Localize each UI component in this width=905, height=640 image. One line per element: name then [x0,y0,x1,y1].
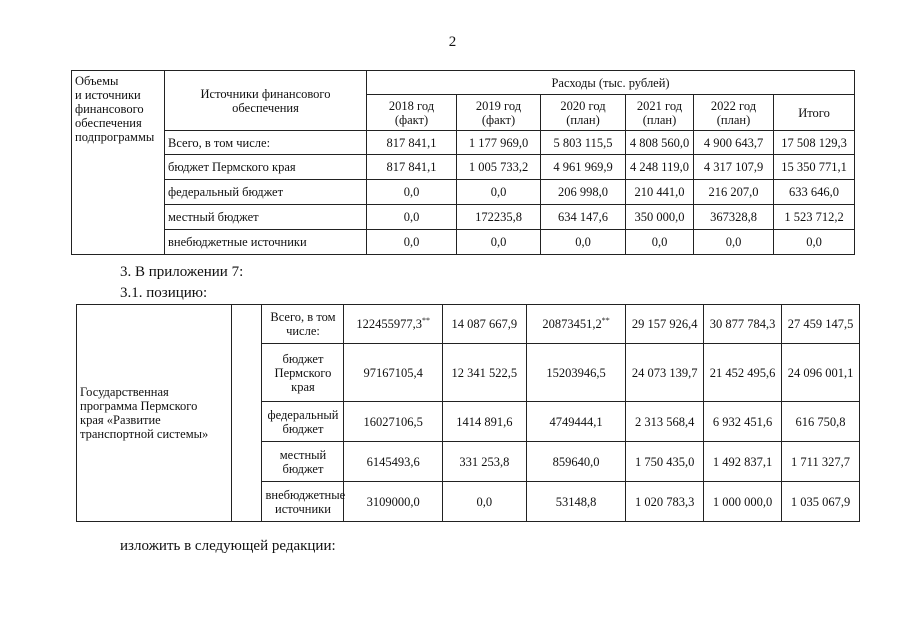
value-cell: 216 207,0 [694,180,774,205]
value-cell: 0,0 [367,230,457,255]
source-label: внебюджетные источники [165,230,367,255]
paragraph-position: 3.1. позицию: [120,285,208,301]
value-cell: 1 020 783,3 [626,482,704,522]
value-cell: 24 073 139,7 [626,344,704,402]
value-cell: 1 711 327,7 [782,442,860,482]
value-cell: 4 317 107,9 [694,155,774,180]
value-cell: 0,0 [442,482,526,522]
value-cell: 4 961 969,9 [541,155,626,180]
value-cell: 24 096 001,1 [782,344,860,402]
table-row [77,305,860,344]
funding-sources-header: Источники финансового обеспечения [165,71,367,131]
year-header: 2022 год (план) [694,95,774,131]
value-cell: 0,0 [694,230,774,255]
year-header: 2021 год (план) [626,95,694,131]
table-row [72,230,855,255]
source-label: федеральный бюджет [262,402,344,442]
source-label: Всего, в том числе: [262,305,344,344]
value-cell: 3109000,0 [344,482,442,522]
value-cell [526,305,625,344]
value-cell: 12 341 522,5 [442,344,526,402]
source-label: Всего, в том числе: [165,131,367,155]
table-row [72,180,855,205]
value-cell: 0,0 [626,230,694,255]
value-cell: 30 877 784,3 [704,305,782,344]
value-cell: 0,0 [367,180,457,205]
value-cell: 1 005 733,2 [457,155,541,180]
value-cell: 5 803 115,5 [541,131,626,155]
value-cell: 0,0 [541,230,626,255]
value-text: 20873451,2 [542,317,602,331]
value-cell: 0,0 [774,230,855,255]
source-label: бюджет Пермского края [262,344,344,402]
value-cell: 16027106,5 [344,402,442,442]
value-cell: 1 492 837,1 [704,442,782,482]
value-cell: 0,0 [367,205,457,230]
value-cell: 1 000 000,0 [704,482,782,522]
funding-table [71,70,855,255]
value-cell: 210 441,0 [626,180,694,205]
value-cell: 634 147,6 [541,205,626,230]
source-label: местный бюджет [262,442,344,482]
year-header: 2019 год (факт) [457,95,541,131]
program-table [76,304,860,522]
value-cell: 6145493,6 [344,442,442,482]
value-cell: 15 350 771,1 [774,155,855,180]
value-cell: 0,0 [457,230,541,255]
value-cell: 53148,8 [526,482,625,522]
footnote-marker: ** [421,315,430,325]
value-cell: 331 253,8 [442,442,526,482]
program-name-cell: Государственная программа Пермского края «Развитие транспортной системы» [77,305,232,522]
value-cell: 172235,8 [457,205,541,230]
page-number: 2 [448,34,457,50]
value-cell [344,305,442,344]
value-cell: 29 157 926,4 [626,305,704,344]
funding-volume-label: Объемы и источники финансового обеспечения подпрограммы [72,71,165,255]
value-cell: 27 459 147,5 [782,305,860,344]
source-label: федеральный бюджет [165,180,367,205]
value-cell: 1 750 435,0 [626,442,704,482]
footnote-marker: ** [601,315,610,325]
value-text: 122455977,3 [356,317,422,331]
source-label: местный бюджет [165,205,367,230]
source-label: бюджет Пермского края [165,155,367,180]
value-cell: 4 900 643,7 [694,131,774,155]
value-cell: 1414 891,6 [442,402,526,442]
value-cell: 1 177 969,0 [457,131,541,155]
value-cell: 15203946,5 [526,344,625,402]
value-cell: 616 750,8 [782,402,860,442]
value-cell: 17 508 129,3 [774,131,855,155]
value-cell: 2 313 568,4 [626,402,704,442]
value-cell: 859640,0 [526,442,625,482]
year-header: 2020 год (план) [541,95,626,131]
value-cell: 4749444,1 [526,402,625,442]
table-row [72,205,855,230]
source-label: внебюджетные источники [262,482,344,522]
expenses-header: Расходы (тыс. рублей) [367,71,855,95]
paragraph-new-edition: изложить в следующей редакции: [120,538,336,554]
value-cell: 350 000,0 [626,205,694,230]
value-cell: 97167105,4 [344,344,442,402]
table-row [72,131,855,155]
value-cell: 206 998,0 [541,180,626,205]
value-cell: 817 841,1 [367,155,457,180]
value-cell: 0,0 [457,180,541,205]
value-cell: 14 087 667,9 [442,305,526,344]
value-cell: 367328,8 [694,205,774,230]
value-cell: 4 248 119,0 [626,155,694,180]
value-cell: 4 808 560,0 [626,131,694,155]
value-cell: 633 646,0 [774,180,855,205]
value-cell: 1 523 712,2 [774,205,855,230]
paragraph-appendix-7: 3. В приложении 7: [120,264,244,280]
table-row [72,155,855,180]
year-header: Итого [774,95,855,131]
value-cell: 6 932 451,6 [704,402,782,442]
empty-column-cell [231,305,262,522]
value-cell: 817 841,1 [367,131,457,155]
value-cell: 21 452 495,6 [704,344,782,402]
year-header: 2018 год (факт) [367,95,457,131]
value-cell: 1 035 067,9 [782,482,860,522]
